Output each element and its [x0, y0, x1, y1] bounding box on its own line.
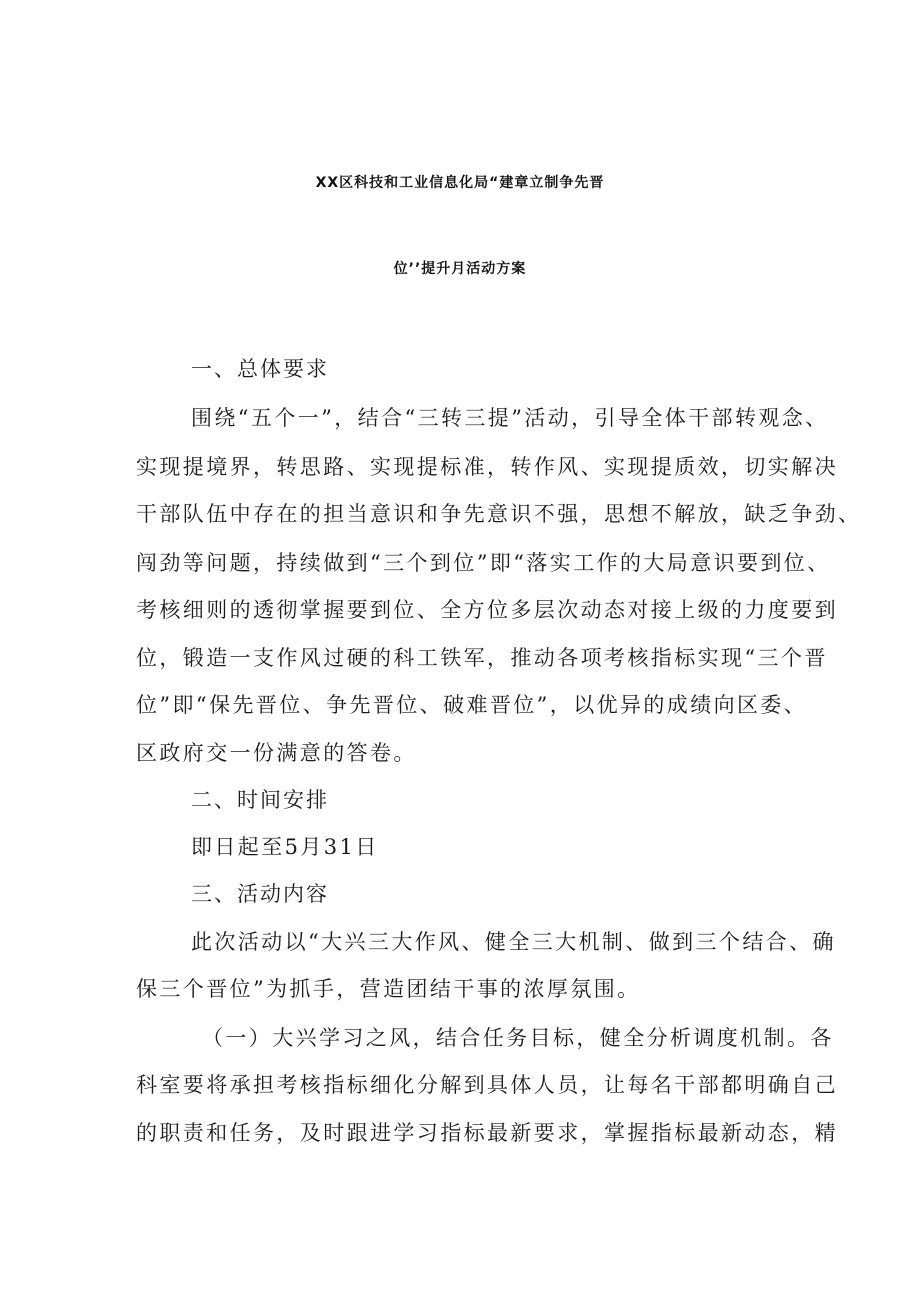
paragraph-line: 闯劲等问题，持续做到“三个到位”即“落实工作的大局意识要到位、 — [136, 551, 831, 575]
paragraph-line: 考核细则的透彻掌握要到位、全方位多层次动态对接上级的力度要到 — [136, 598, 838, 622]
paragraph-line: 科室要将承担考核指标细化分解到具体人员，让每名干部都明确自己 — [136, 1073, 838, 1097]
section-heading-schedule: 二、时间安排 — [191, 788, 329, 812]
document-title-line-1: XX区科技和工业信息化局“建章立制争先晋 — [315, 175, 605, 191]
schedule-text: 即日起至5月31日 — [191, 835, 379, 859]
paragraph-line: 此次活动以“大兴三大作风、健全三大机制、做到三个结合、确 — [191, 930, 836, 954]
document-title-line-2: 位’’提升月活动方案 — [393, 261, 527, 277]
paragraph-line: 位”即“保先晋位、争先晋位、破难晋位”，以优异的成绩向区委、 — [136, 693, 808, 717]
paragraph-line: 实现提境界，转思路、实现提标准，转作风、实现提质效，切实解决 — [136, 455, 838, 479]
section-heading-activity-content: 三、活动内容 — [191, 882, 329, 906]
paragraph-line: 围绕“五个一”，结合“三转三提”活动，引导全体干部转观念、 — [191, 406, 829, 430]
paragraph-line: 位，锻造一支作风过硬的科工铁军，推动各项考核指标实现“三个晋 — [136, 646, 828, 670]
section-heading-general-requirements: 一、总体要求 — [191, 357, 329, 381]
paragraph-line: 干部队伍中存在的担当意识和争先意识不强，思想不解放，缺乏争劲、 — [136, 502, 862, 526]
paragraph-line: 的职责和任务，及时跟进学习指标最新要求，掌握指标最新动态，精 — [136, 1121, 838, 1145]
subsection-line: （一）大兴学习之风，结合任务目标，健全分析调度机制。各 — [202, 1026, 834, 1050]
paragraph-line: 保三个晋位”为抓手，营造团结干事的浓厚氛围。 — [136, 977, 641, 1001]
paragraph-line: 区政府交一份满意的答卷。 — [136, 741, 417, 765]
